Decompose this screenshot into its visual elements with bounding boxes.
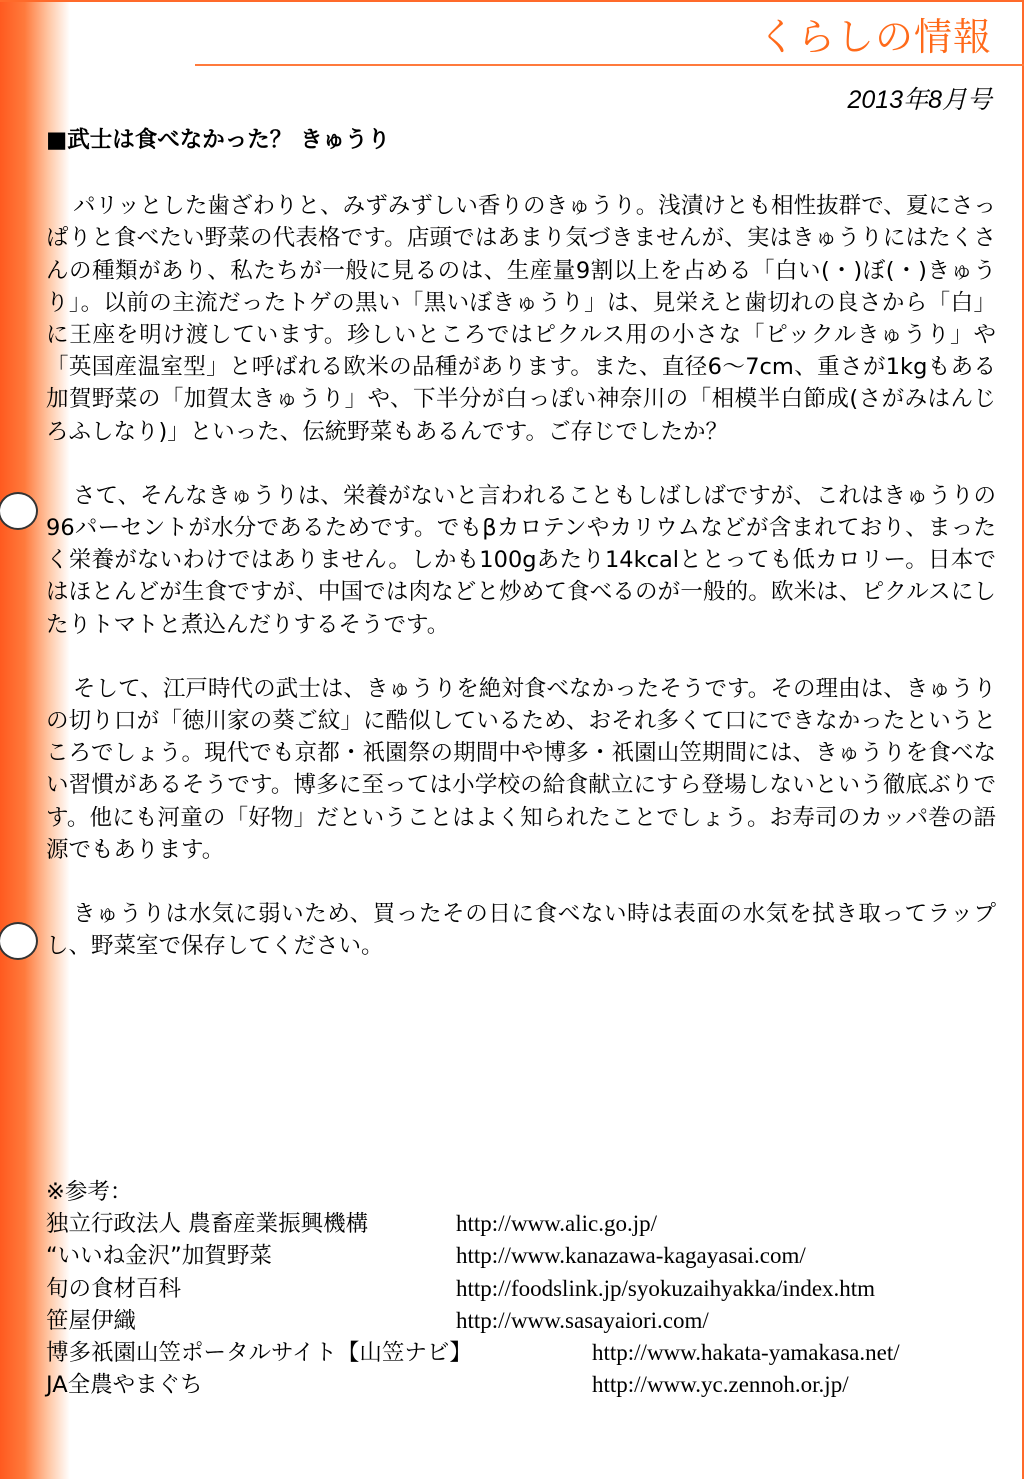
reference-name: 独立行政法人 農畜産業振興機構 [46,1211,369,1238]
article-paragraph-4: きゅうりは水気に弱いため、買ったその日に食べない時は表面の水気を拭き取ってラップし、野菜室で保存してください。 [46,901,996,960]
reference-item [46,1305,996,1337]
reference-link[interactable]: http://www.yc.zennoh.or.jp/ [592,1372,849,1398]
reference-link[interactable]: http://www.sasayaiori.com/ [456,1307,709,1333]
reference-name: “いいね金沢”加賀野菜 [46,1243,272,1270]
page-title: くらしの情報 [757,15,992,59]
top-border [0,0,1024,2]
header-divider [195,64,1024,66]
article-paragraph-2: さて、そんなきゅうりは、栄養がないと言われることもしばしばですが、これはきゅうりの96パーセントが水分であるためです。でもβカロテンやカリウムなどが含まれており、まったく栄養がないわけではありません。しかも100gあたり14kcalととっても低カロリー。日本ではほとんどが生食ですが、中国では肉などと炒めて食べるのが一般的。欧米は、ピクルスにしたりトマトと煮込んだりするそうです。 [46,482,996,638]
reference-link[interactable]: http://www.hakata-yamakasa.net/ [592,1339,900,1365]
references-section [46,1176,996,1401]
article-paragraph-1: パリッとした歯ざわりと、みずみずしい香りのきゅうり。浅漬けとも相性抜群で、夏にさっぱりと食べたい野菜の代表格です。店頭ではあまり気づきませんが、実はきゅうりにはたくさんの種類があり、私たちが一般に見るのは、生産量9割以上を占める「白い(・)ぼ(・)きゅうり」。以前の主流だったトゲの黒い「黒いぼきゅうり」は、見栄えと歯切れの良さから「白」に王座を明け渡しています。珍しいところではピクルス用の小さな「ピックルきゅうり」や「英国産温室型」と呼ばれる欧米の品種があります。また、直径6〜7cm、重さが1kgもある加賀野菜の「加賀太きゅうり」や、下半分が白っぽい神奈川の「相模半白節成(さがみはんじろふしなり)」といった、伝統野菜もあるんです。ご存じでしたか？ [46,193,996,445]
reference-link[interactable]: http://www.alic.go.jp/ [456,1211,658,1237]
reference-item [46,1273,996,1305]
reference-link[interactable]: http://www.kanazawa-kagayasai.com/ [456,1243,806,1269]
article-body [46,124,996,994]
article-heading: ■武士は食べなかった？ きゅうり [46,127,391,153]
reference-name: 笹屋伊織 [46,1307,137,1334]
reference-name: 旬の食材百科 [46,1275,182,1302]
reference-item [46,1369,996,1401]
reference-name: JA全農やまぐち [46,1372,203,1399]
reference-item [46,1337,996,1369]
reference-item [46,1208,996,1240]
issue-date: 2013年8月号 [847,86,992,114]
article-paragraph-3: そして、江戸時代の武士は、きゅうりを絶対食べなかったそうです。その理由は、きゅうりの切り口が「徳川家の葵ご紋」に酷似しているため、おそれ多くて口にできなかったというところでしょう。現代でも京都・祇園祭の期間中や博多・祇園山笠期間には、きゅうりを食べない習慣があるそうです。博多に至っては小学校の給食献立にすら登場しないという徹底ぶりです。他にも河童の「好物」だということはよく知られたことでしょう。お寿司のカッパ巻の語源でもあります。 [46,675,996,863]
reference-item [46,1240,996,1272]
reference-link[interactable]: http://foodslink.jp/syokuzaihyakka/index.htm [456,1275,876,1301]
reference-name: 博多祇園山笠ポータルサイト【山笠ナビ】 [46,1339,472,1366]
references-label: ※参考： [46,1179,133,1205]
